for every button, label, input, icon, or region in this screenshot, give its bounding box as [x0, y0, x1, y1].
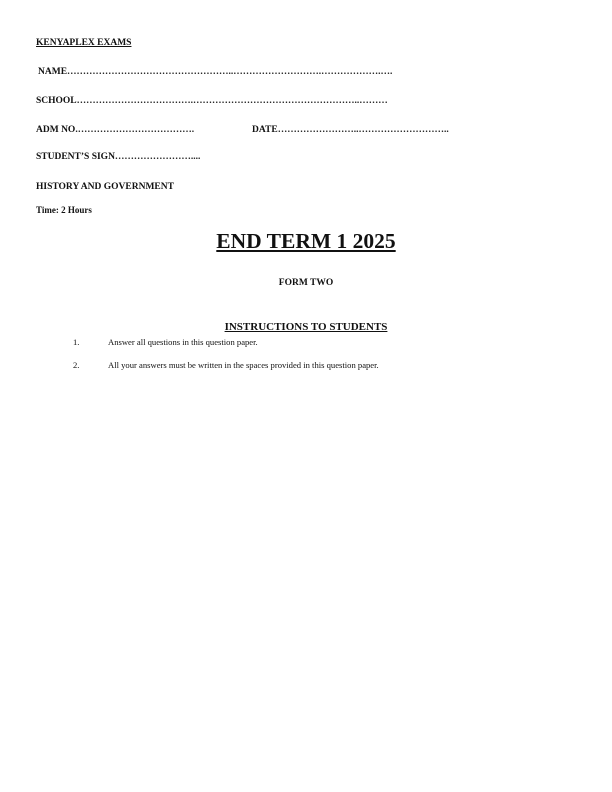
subject-label: HISTORY AND GOVERNMENT [36, 182, 174, 192]
adm-no-field[interactable]: ADM NO.………………………………. [36, 125, 195, 135]
instruction-text: Answer all questions in this question paper. [108, 337, 258, 347]
student-sign-field[interactable]: STUDENT’S SIGN…………………….... [36, 152, 201, 162]
exam-title: END TERM 1 2025 [216, 229, 396, 253]
instruction-number: 2. [73, 360, 80, 370]
form-label: FORM TWO [278, 278, 334, 288]
instructions-heading: INSTRUCTIONS TO STUDENTS [224, 321, 388, 333]
instruction-number: 1. [73, 337, 80, 347]
brand-heading: KENYAPLEX EXAMS [36, 38, 132, 48]
name-field[interactable]: NAME……………………………………………..……………………….……………….…. [38, 67, 393, 77]
time-label: Time: 2 Hours [36, 205, 92, 215]
school-field[interactable]: SCHOOL……………………………….……………………………………………..……… [36, 96, 388, 106]
date-field[interactable]: DATE……………………..……………………….. [252, 125, 449, 135]
instruction-text: All your answers must be written in the spaces provided in this question paper. [108, 360, 379, 370]
